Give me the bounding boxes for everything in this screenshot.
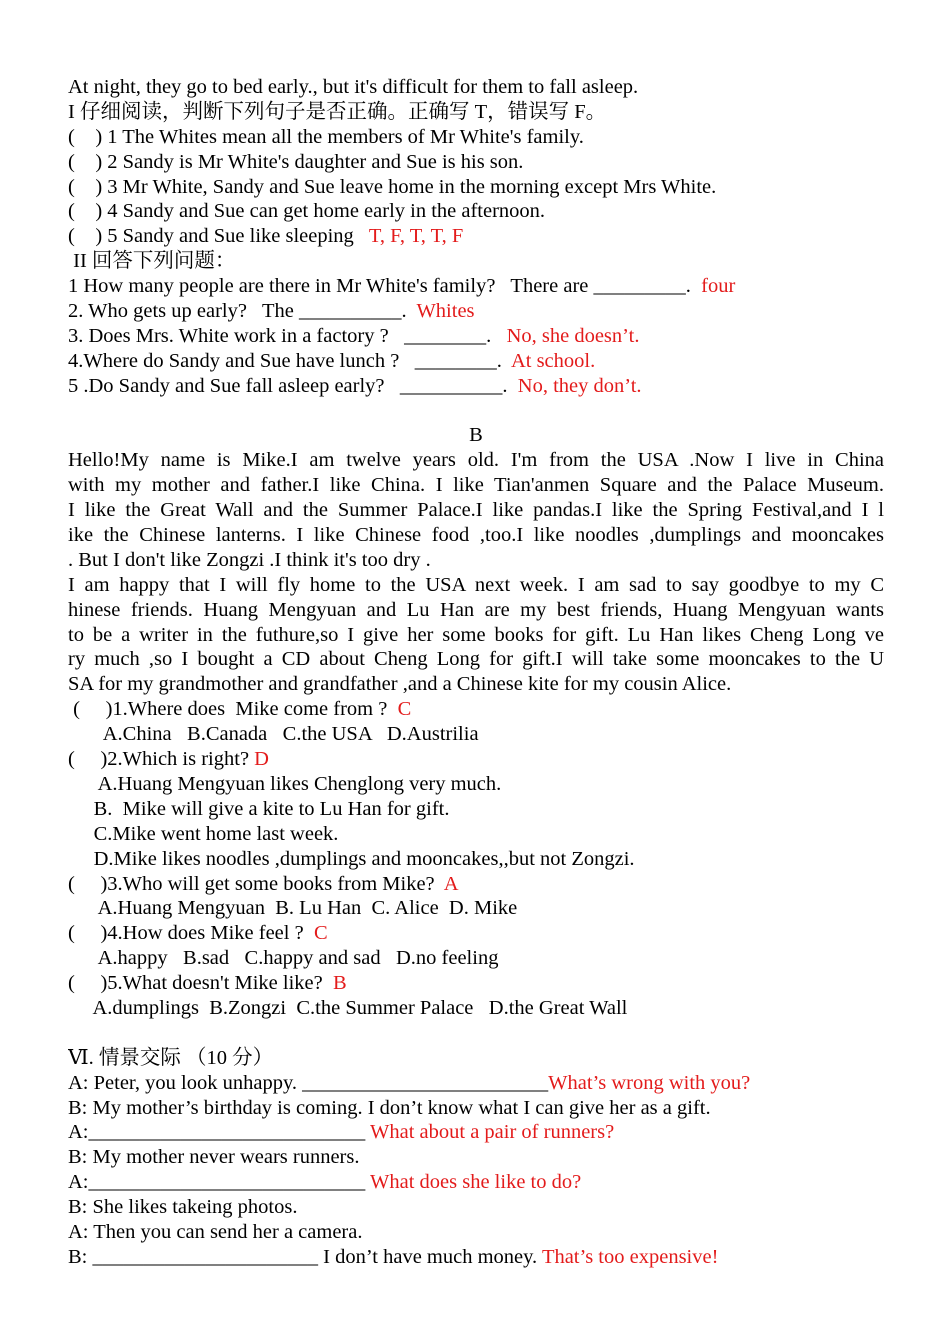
qa-answer: four — [701, 275, 736, 298]
mc-options: D.Mike likes noodles ,dumplings and mooncakes,,but not Zongzi. — [68, 847, 635, 870]
mc-options: C.Mike went home last week. — [68, 822, 339, 845]
qa-answer: Whites — [416, 300, 475, 323]
mc-answer: A — [443, 872, 459, 895]
passage-line: I am happy that I will fly home to the USA next week. I am sad to say goodbye to my C — [68, 573, 884, 596]
section-vi-heading: Ⅵ. 情景交际 （10 分） — [68, 1046, 274, 1069]
mc-answer: D — [254, 748, 269, 771]
tf-item: ( ) 4 Sandy and Sue can get home early in the afternoon. — [68, 200, 546, 223]
tf-item: ( ) 2 Sandy is Mr White's daughter and Sue is his son. — [68, 150, 524, 173]
tf-item: ( ) 1 The Whites mean all the members of Mr White's family. — [68, 125, 584, 148]
section-ii-instruction: II 回答下列问题： — [68, 250, 236, 273]
dialogue-line: A: Then you can send her a camera. — [68, 1220, 363, 1243]
dialogue-answer: What does she like to do? — [370, 1171, 582, 1194]
tf-answer-key: T, F, T, T, F — [368, 225, 464, 248]
mc-answer: B — [333, 972, 347, 995]
passage-line: to be a writer in the futhure,so I give her some books for gift. Lu Han likes Cheng Long ve — [68, 623, 884, 646]
dialogue-answer: What about a pair of runners? — [370, 1121, 615, 1144]
passage-line: SA for my grandmother and grandfather ,and a Chinese kite for my cousin Alice. — [68, 673, 732, 696]
dialogue-answer: That’s too expensive! — [541, 1245, 719, 1268]
qa-answer: At school. — [510, 349, 596, 372]
tf-item: ( ) 3 Mr White, Sandy and Sue leave home in the morning except Mrs White. — [68, 175, 717, 198]
mc-question: ( )5.What doesn't Mike like? B — [68, 972, 347, 995]
dialogue-line: A:___________________________ What does she like to do? — [68, 1171, 582, 1194]
tf-item: ( ) 5 Sandy and Sue like sleeping T, F, T, T, F — [68, 225, 464, 248]
mc-answer: C — [397, 698, 412, 721]
passage-line: hinese friends. Huang Mengyuan and Lu Han are my best friends, Huang Mengyuan wants — [68, 598, 884, 621]
dialogue-line: B: She likes takeing photos. — [68, 1196, 298, 1219]
mc-options: A.Huang Mengyuan B. Lu Han C. Alice D. Mike — [68, 897, 518, 920]
mc-answer: C — [313, 922, 328, 945]
passage-line: . But I don't like Zongzi .I think it's too dry . — [68, 548, 431, 571]
qa-item: 5 .Do Sandy and Sue fall asleep early? __________. No, they don’t. — [68, 374, 642, 397]
qa-item: 1 How many people are there in Mr White's family? There are _________. four — [68, 275, 736, 298]
mc-question: ( )4.How does Mike feel ? C — [68, 922, 328, 945]
passage-line: Hello!My name is Mike.I am twelve years old. I'm from the USA .Now I live in China — [68, 449, 884, 472]
passage-b-heading: B — [469, 424, 483, 447]
passage-line: ry much ,so I bought a CD about Cheng Long for gift.I will take some mooncakes to the U — [68, 648, 884, 671]
dialogue-line: B: My mother never wears runners. — [68, 1146, 360, 1169]
qa-item: 2. Who gets up early? The __________. Whites — [68, 300, 475, 323]
passage-a-last-line: At night, they go to bed early., but it's difficult for them to fall asleep. — [68, 76, 639, 98]
qa-answer: No, she doesn’t. — [506, 324, 640, 347]
qa-item: 3. Does Mrs. White work in a factory ? ________. No, she doesn’t. — [68, 324, 640, 347]
mc-question: ( )2.Which is right? D — [68, 748, 269, 771]
passage-line: I like the Great Wall and the Summer Palace.I like pandas.I like the Spring Festival,and I l — [68, 499, 884, 522]
qa-answer: No, they don’t. — [517, 374, 642, 397]
passage-line: ike the Chinese lanterns. I like Chinese food ,too.I like noodles ,dumplings and mooncakes — [68, 524, 884, 547]
dialogue-line: A:___________________________ What about a pair of runners? — [68, 1121, 615, 1144]
passage-line: with my mother and father.I like China. I like Tian'anmen Square and the Palace Museum. — [68, 474, 884, 497]
dialogue-line: B: My mother’s birthday is coming. I don’t know what I can give her as a gift. — [68, 1096, 711, 1119]
mc-question: ( )1.Where does Mike come from ? C — [68, 698, 412, 721]
worksheet-page — [68, 75, 884, 1270]
section-i-instruction: I 仔细阅读，判断下列句子是否正确。正确写 T，错误写 F。 — [68, 100, 607, 123]
mc-options: A.dumplings B.Zongzi C.the Summer Palace D.the Great Wall — [68, 996, 628, 1019]
mc-options: A.happy B.sad C.happy and sad D.no feeling — [68, 947, 499, 970]
dialogue-line: B: ______________________ I don’t have much money. That’s too expensive! — [68, 1245, 719, 1268]
dialogue-answer: What’s wrong with you? — [548, 1071, 751, 1094]
mc-question: ( )3.Who will get some books from Mike? A — [68, 872, 459, 895]
mc-options: A.China B.Canada C.the USA D.Austrilia — [68, 723, 479, 746]
qa-item: 4.Where do Sandy and Sue have lunch ? ________. At school. — [68, 349, 596, 372]
mc-options: A.Huang Mengyuan likes Chenglong very much. — [68, 772, 502, 795]
dialogue-line: A: Peter, you look unhappy. ________________________What’s wrong with you? — [68, 1071, 751, 1094]
mc-options: B. Mike will give a kite to Lu Han for gift. — [68, 797, 450, 820]
